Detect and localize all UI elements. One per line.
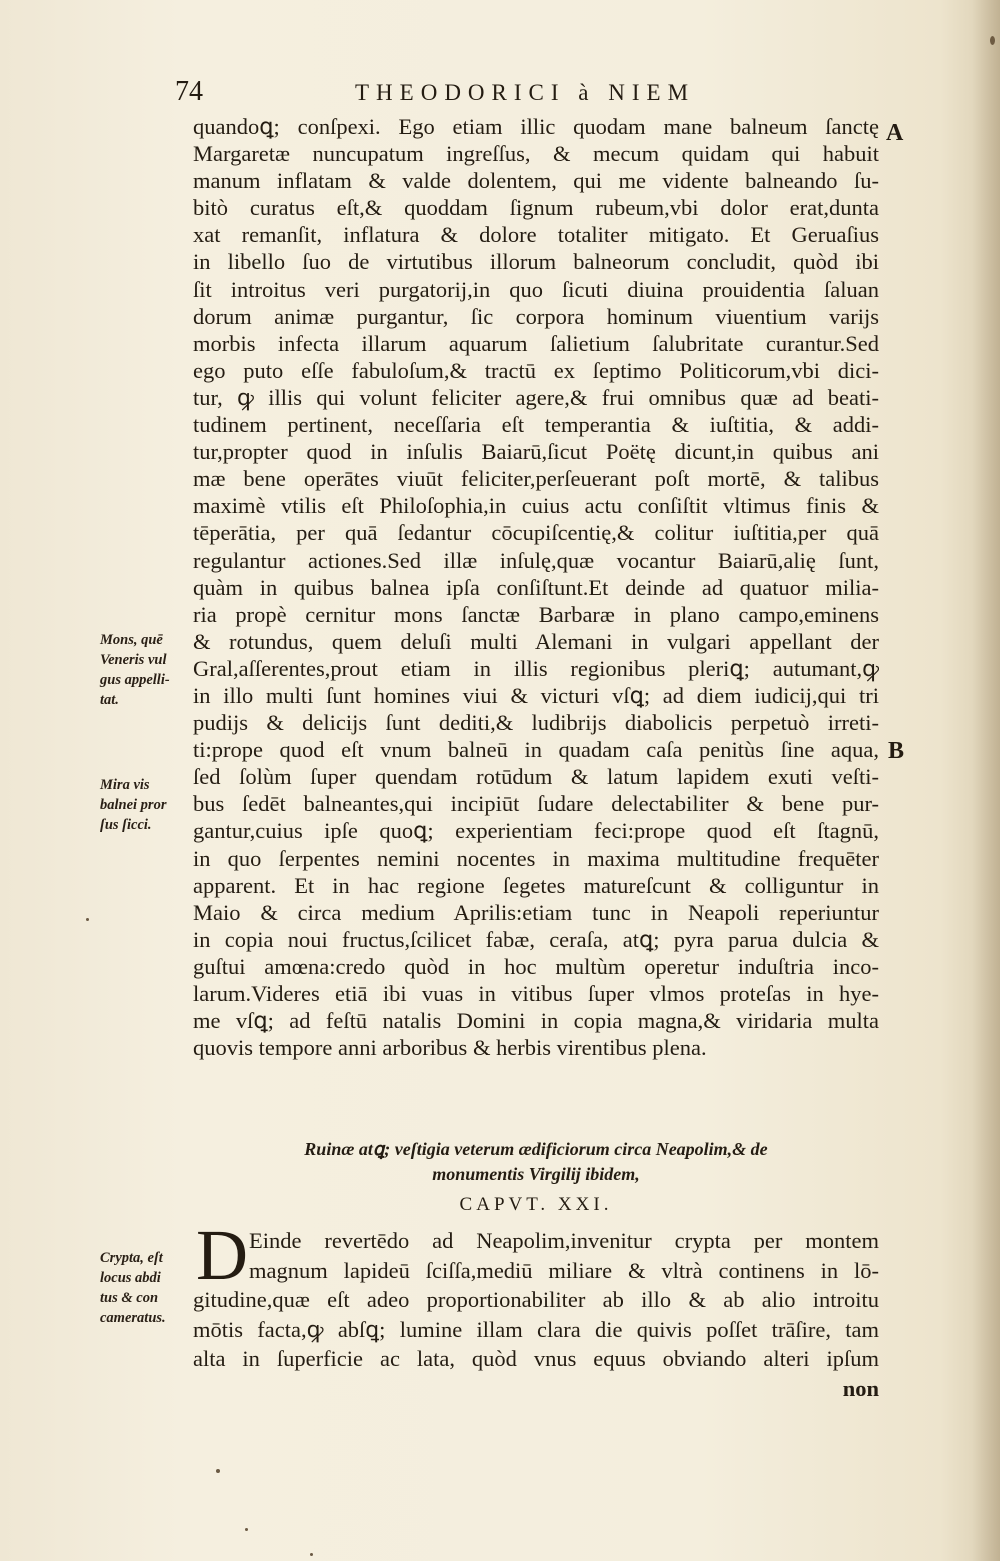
text-line: Maio & circa medium Aprilis:etiam tunc in Neapoli reperiuntur — [193, 899, 879, 925]
text-line: bitò curatus eſt,& quoddam ſignum rubeum,vbi dolor erat,dunta — [193, 195, 879, 221]
text-line: ria propè cernitur mons ſanctæ Barbaræ in plano campo,eminens — [193, 601, 879, 627]
section-marker-a: A — [886, 120, 904, 146]
text-line: manum inflatam & valde dolentem, qui me vidente balneando ſu- — [193, 168, 879, 194]
marginal-line: ſus ſicci. — [100, 817, 152, 833]
text-line: gitudine,quæ eſt adeo proportionabiliter ab illo & ab alio introitu — [193, 1287, 879, 1312]
catchword: non — [842, 1375, 879, 1401]
text-line: me vſꝗ; ad feſtū natalis Domini in copia magna,& viridaria multa — [193, 1008, 879, 1034]
text-line: ego puto eſſe fabuloſum,& tractū ex ſeptimo Politicorum,vbi dici- — [193, 357, 879, 383]
running-head: THEODORICI à NIEM — [355, 80, 696, 105]
text-line: guſtui amœna:credo quòd in hoc multùm operetur induſtria inco- — [193, 953, 879, 979]
text-line: ſit introitus veri purgatorij,in quo ſicuti diuina prouidentia ſaluan — [193, 276, 879, 302]
marginal-line: Mira vis — [100, 777, 150, 793]
text-line: bus ſedēt balneantes,qui incipiūt ſudare delectabiliter & bene pur- — [193, 791, 879, 817]
text-line: maximè vtilis eſt Philoſophia,in cuius actu conſiſtit vltimus finis & — [193, 493, 879, 519]
section-marker-b: B — [888, 738, 905, 764]
text-line: tēperātia, per quā ſedantur cōcupiſcentię,& colitur iuſtitia,per quā — [193, 520, 879, 546]
paper-speck — [245, 1528, 248, 1531]
page-number: 74 — [175, 76, 203, 107]
marginal-line: gus appelli- — [100, 672, 170, 688]
marginal-note-mons — [100, 630, 170, 710]
chapter-heading — [193, 1137, 879, 1220]
text-line: mæ bene operātes viuūt feliciter,perſeuerant poſt mortē, & talibus — [193, 466, 879, 492]
text-line: morbis infecta illarum aquarum ſalietium ſalubritate curantur.Sed — [193, 330, 879, 356]
marginal-line: Crypta, eſt — [100, 1250, 163, 1266]
page-edge-shadow — [972, 0, 1000, 1561]
chapter-title-line: monumentis Virgilij ibidem, — [432, 1164, 640, 1184]
chapter-title-line: Ruinæ atꝗ; veſtigia veterum ædificiorum circa Neapolim,& de — [304, 1139, 768, 1159]
text-line: quandoꝗ; conſpexi. Ego etiam illic quodam mane balneum ſanctę — [193, 114, 879, 139]
chapter-text-block — [193, 1226, 879, 1403]
paper-speck — [86, 918, 89, 921]
paper-speck — [216, 1469, 220, 1473]
text-line: tur,propter quod in inſulis Baiarū,ſicut Poëtę dicunt,in quibus ani — [193, 439, 879, 465]
paper-speck — [310, 1553, 313, 1556]
text-line: Einde revertēdo ad Neapolim,invenitur crypta per montem — [249, 1228, 879, 1253]
text-line: larum.Videres etiā ibi vuas in vitibus ſuper vlmos proteſas in hye- — [193, 981, 879, 1006]
text-line: Gral,aſſerentes,prout etiam in illis regionibus pleriꝗ; autumant,ꝙ — [193, 655, 879, 681]
text-line: xat remanſit, inflatura & dolore totaliter mitigato. Et Geruaſius — [193, 222, 879, 248]
marginal-line: Mons, quē — [100, 632, 163, 648]
text-line: apparent. Et in hac regione ſegetes matureſcunt & colliguntur in — [193, 872, 879, 898]
text-line: ſed ſolùm ſuper quendam rotūdum & latum lapidem exuti veſti- — [193, 764, 879, 790]
text-line: in illo multi ſunt homines viui & victuri vſꝗ; ad diem iudicij,qui tri — [193, 682, 879, 708]
chapter-number: CAPVT. XXI. — [459, 1194, 613, 1215]
text-line: Margaretæ nuncupatum ingreſſus, & mecum quidam qui habuit — [193, 141, 879, 167]
marginal-note-mira — [100, 775, 166, 835]
text-line: quàm in quibus balnea ipſa conſiſtunt.Et deinde ad quatuor milia- — [193, 574, 879, 600]
marginal-note-crypta — [100, 1248, 166, 1328]
text-line: magnum lapideū ſciſſa,mediū miliare & vltrà continens in lō- — [249, 1257, 879, 1283]
text-line: quovis tempore anni arboribus & herbis virentibus plena. — [193, 1035, 707, 1061]
marginal-line: tat. — [100, 692, 119, 708]
page-header — [0, 76, 1000, 110]
text-line: mōtis facta,ꝙ abſꝗ; lumine illam clara die quivis poſſet trāſire, tam — [193, 1316, 879, 1342]
text-line: alta in ſuperficie ac lata, quòd vnus equus obviando alteri ipſum — [193, 1346, 879, 1371]
marginal-line: tus & con — [100, 1290, 159, 1306]
marginal-line: locus abdi — [100, 1270, 161, 1286]
drop-cap-initial: D — [196, 1215, 248, 1295]
marginal-line: balnei pror — [100, 797, 167, 813]
text-line: regulantur actiones.Sed illæ inſulę,quæ vocantur Baiarū,alię ſunt, — [193, 547, 879, 573]
text-line: pudijs & delicijs ſunt dediti,& ludibrijs diabolicis perpetuò irreti- — [193, 710, 879, 736]
text-line: in libello ſuo de virtutibus illorum balneorum concludit, quòd ibi — [193, 249, 879, 275]
text-line: tudinem pertinent, neceſſaria eſt temperantia & iuſtitia, & addi- — [193, 412, 879, 438]
text-line: in quo ſerpentes nemini nocentes in maxima multitudine frequēter — [193, 845, 879, 871]
text-line: gantur,cuius ipſe quoꝗ; experientiam feci:prope quod eſt ſtagnū, — [193, 818, 879, 844]
text-line: dorum animæ purgantur, ſic corpora hominum viuentium varijs — [193, 303, 879, 329]
text-line: & rotundus, quem deluſi multi Alemani in vulgari appellant der — [193, 628, 879, 654]
text-line: in copia noui fructus,ſcilicet fabæ, ceraſa, atꝗ; pyra parua dulcia & — [193, 926, 879, 952]
marginal-line: cameratus. — [100, 1310, 166, 1326]
text-line: tur, ꝙ illis qui volunt feliciter agere,& frui omnibus quæ ad beati- — [193, 384, 879, 410]
text-line: ti:prope quod eſt vnum balneū in quadam caſa penitùs ſine aqua, — [193, 737, 879, 763]
marginal-line: Veneris vul — [100, 652, 167, 668]
main-text-block — [193, 113, 879, 1061]
